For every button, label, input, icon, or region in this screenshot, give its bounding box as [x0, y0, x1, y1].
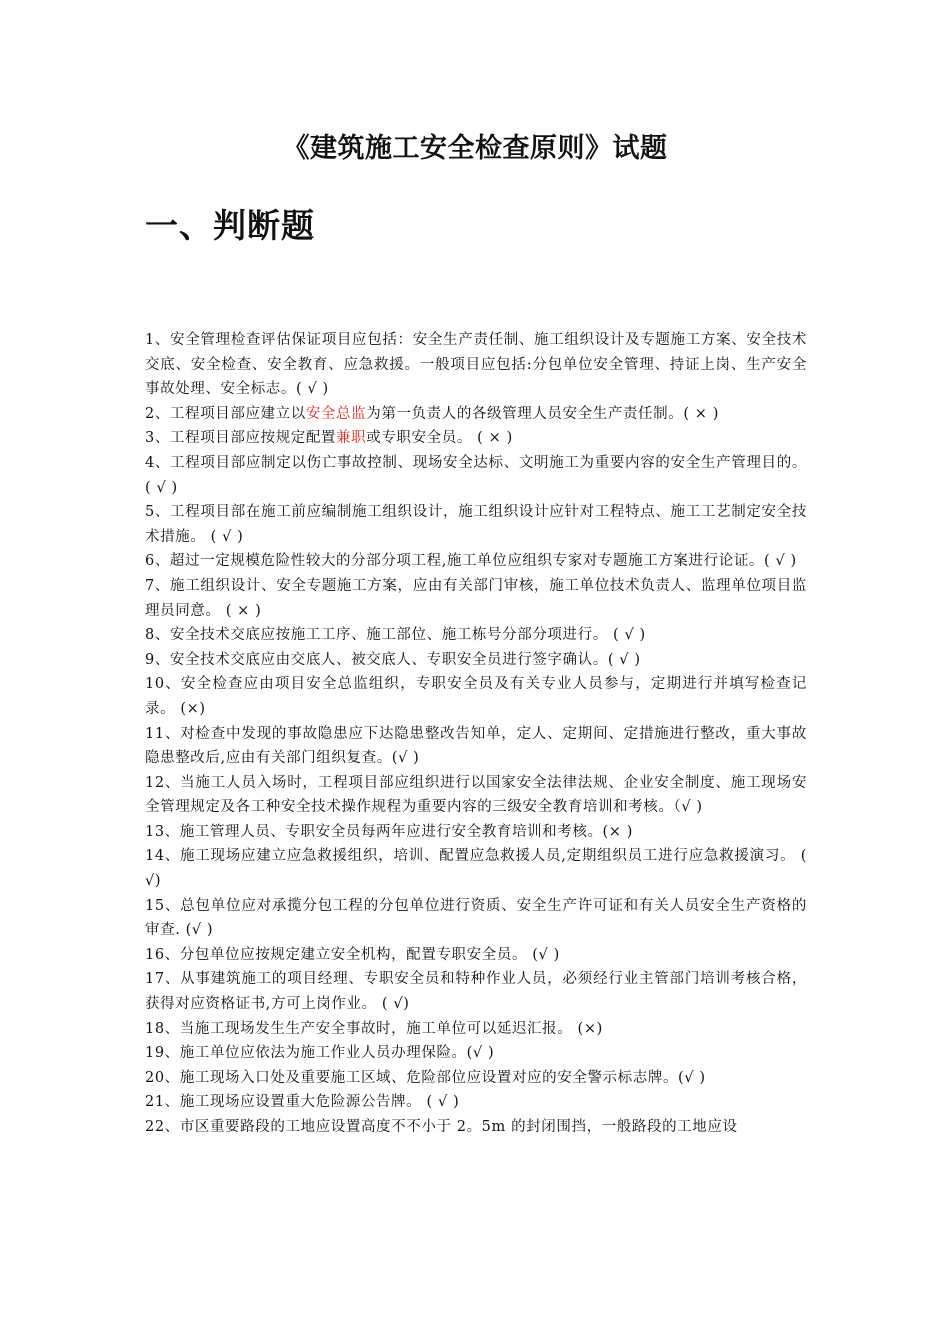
question-item: 19、施工单位应依法为施工作业人员办理保险。(√ )	[145, 1045, 495, 1062]
question-item: 22、市区重要路段的工地应设置高度不不小于 2。5m 的封闭围挡，一般路段的工地应设	[145, 1119, 738, 1135]
question-item: 1、安全管理检查评估保证项目应包括：安全生产责任制、施工组织设计及专题施工方案、安全技术交底、安全检查、安全教育、应急救援。一般项目应包括:分包单位安全管理、持证上岗、生产安全事故处理、安全标志。( √ )	[145, 332, 807, 398]
question-item: 20、施工现场入口处及重要施工区域、危险部位应设置对应的安全警示标志牌。(√ )	[145, 1069, 706, 1086]
question-item: 18、当施工现场发生生产安全事故时，施工单位可以延迟汇报。 (×)	[145, 1020, 603, 1037]
question-item: 9、安全技术交底应由交底人、被交底人、专职安全员进行签字确认。( √ )	[145, 651, 641, 668]
question-item: 16、分包单位应按规定建立安全机构，配置专职安全员。 (√ )	[145, 946, 560, 963]
question-item: 10、安全检查应由项目安全总监组织，专职安全员及有关专业人员参与，定期进行并填写检查记录。 (×)	[145, 676, 807, 717]
section-heading: 一、判断题	[145, 206, 315, 245]
question-item: 2、工程项目部应建立以安全总监为第一负责人的各级管理人员安全生产责任制。( × )	[145, 405, 720, 422]
question-item: 13、施工管理人员、专职安全员每两年应进行安全教育培训和考核。(× )	[145, 823, 634, 840]
question-item: 21、施工现场应设置重大危险源公告牌。 ( √ )	[145, 1094, 460, 1111]
highlighted-term: 安全总监	[305, 405, 367, 422]
question-item: 3、工程项目部应按规定配置兼职或专职安全员。 ( × )	[145, 430, 513, 447]
question-item: 14、施工现场应建立应急救援组织，培训、配置应急救援人员,定期组织员工进行应急救援演习。 ( √)	[145, 848, 807, 890]
question-list	[145, 328, 807, 1140]
question-item: 6、超过一定规模危险性较大的分部分项工程,施工单位应组织专家对专题施工方案进行论证。( √ )	[145, 553, 797, 570]
question-item: 15、总包单位应对承揽分包工程的分包单位进行资质、安全生产许可证和有关人员安全生产资格的审查. (√ )	[145, 897, 807, 939]
question-item: 12、当施工人员入场时，工程项目部应组织进行以国家安全法律法规、企业安全制度、施工现场安全管理规定及各工种安全技术操作规程为重要内容的三级安全教育培训和考核。（√ )	[145, 774, 807, 816]
highlighted-term: 兼职	[336, 430, 367, 447]
document-title: 《建筑施工安全检查原则》试题	[282, 133, 668, 164]
question-item: 5、工程项目部在施工前应编制施工组织设计，施工组织设计应针对工程特点、施工工艺制定安全技术措施。 ( √ )	[145, 504, 807, 545]
question-item: 17、从事建筑施工的项目经理、专职安全员和特种作业人员，必须经行业主管部门培训考核合格，获得对应资格证书,方可上岗作业。 ( √)	[145, 971, 807, 1013]
question-item: 4、工程项目部应制定以伤亡事故控制、现场安全达标、文明施工为重要内容的安全生产管理目的。 ( √ )	[145, 454, 807, 496]
question-item: 11、对检查中发现的事故隐患应下达隐患整改告知单，定人、定期间、定措施进行整改，重大事故隐患整改后,应由有关部门组织复查。(√ )	[145, 725, 807, 767]
question-item: 8、安全技术交底应按施工工序、施工部位、施工栋号分部分项进行。 ( √ )	[145, 627, 646, 644]
question-item: 7、施工组织设计、安全专题施工方案，应由有关部门审核，施工单位技术负责人、监理单位项目监理员同意。 ( × )	[145, 577, 807, 619]
